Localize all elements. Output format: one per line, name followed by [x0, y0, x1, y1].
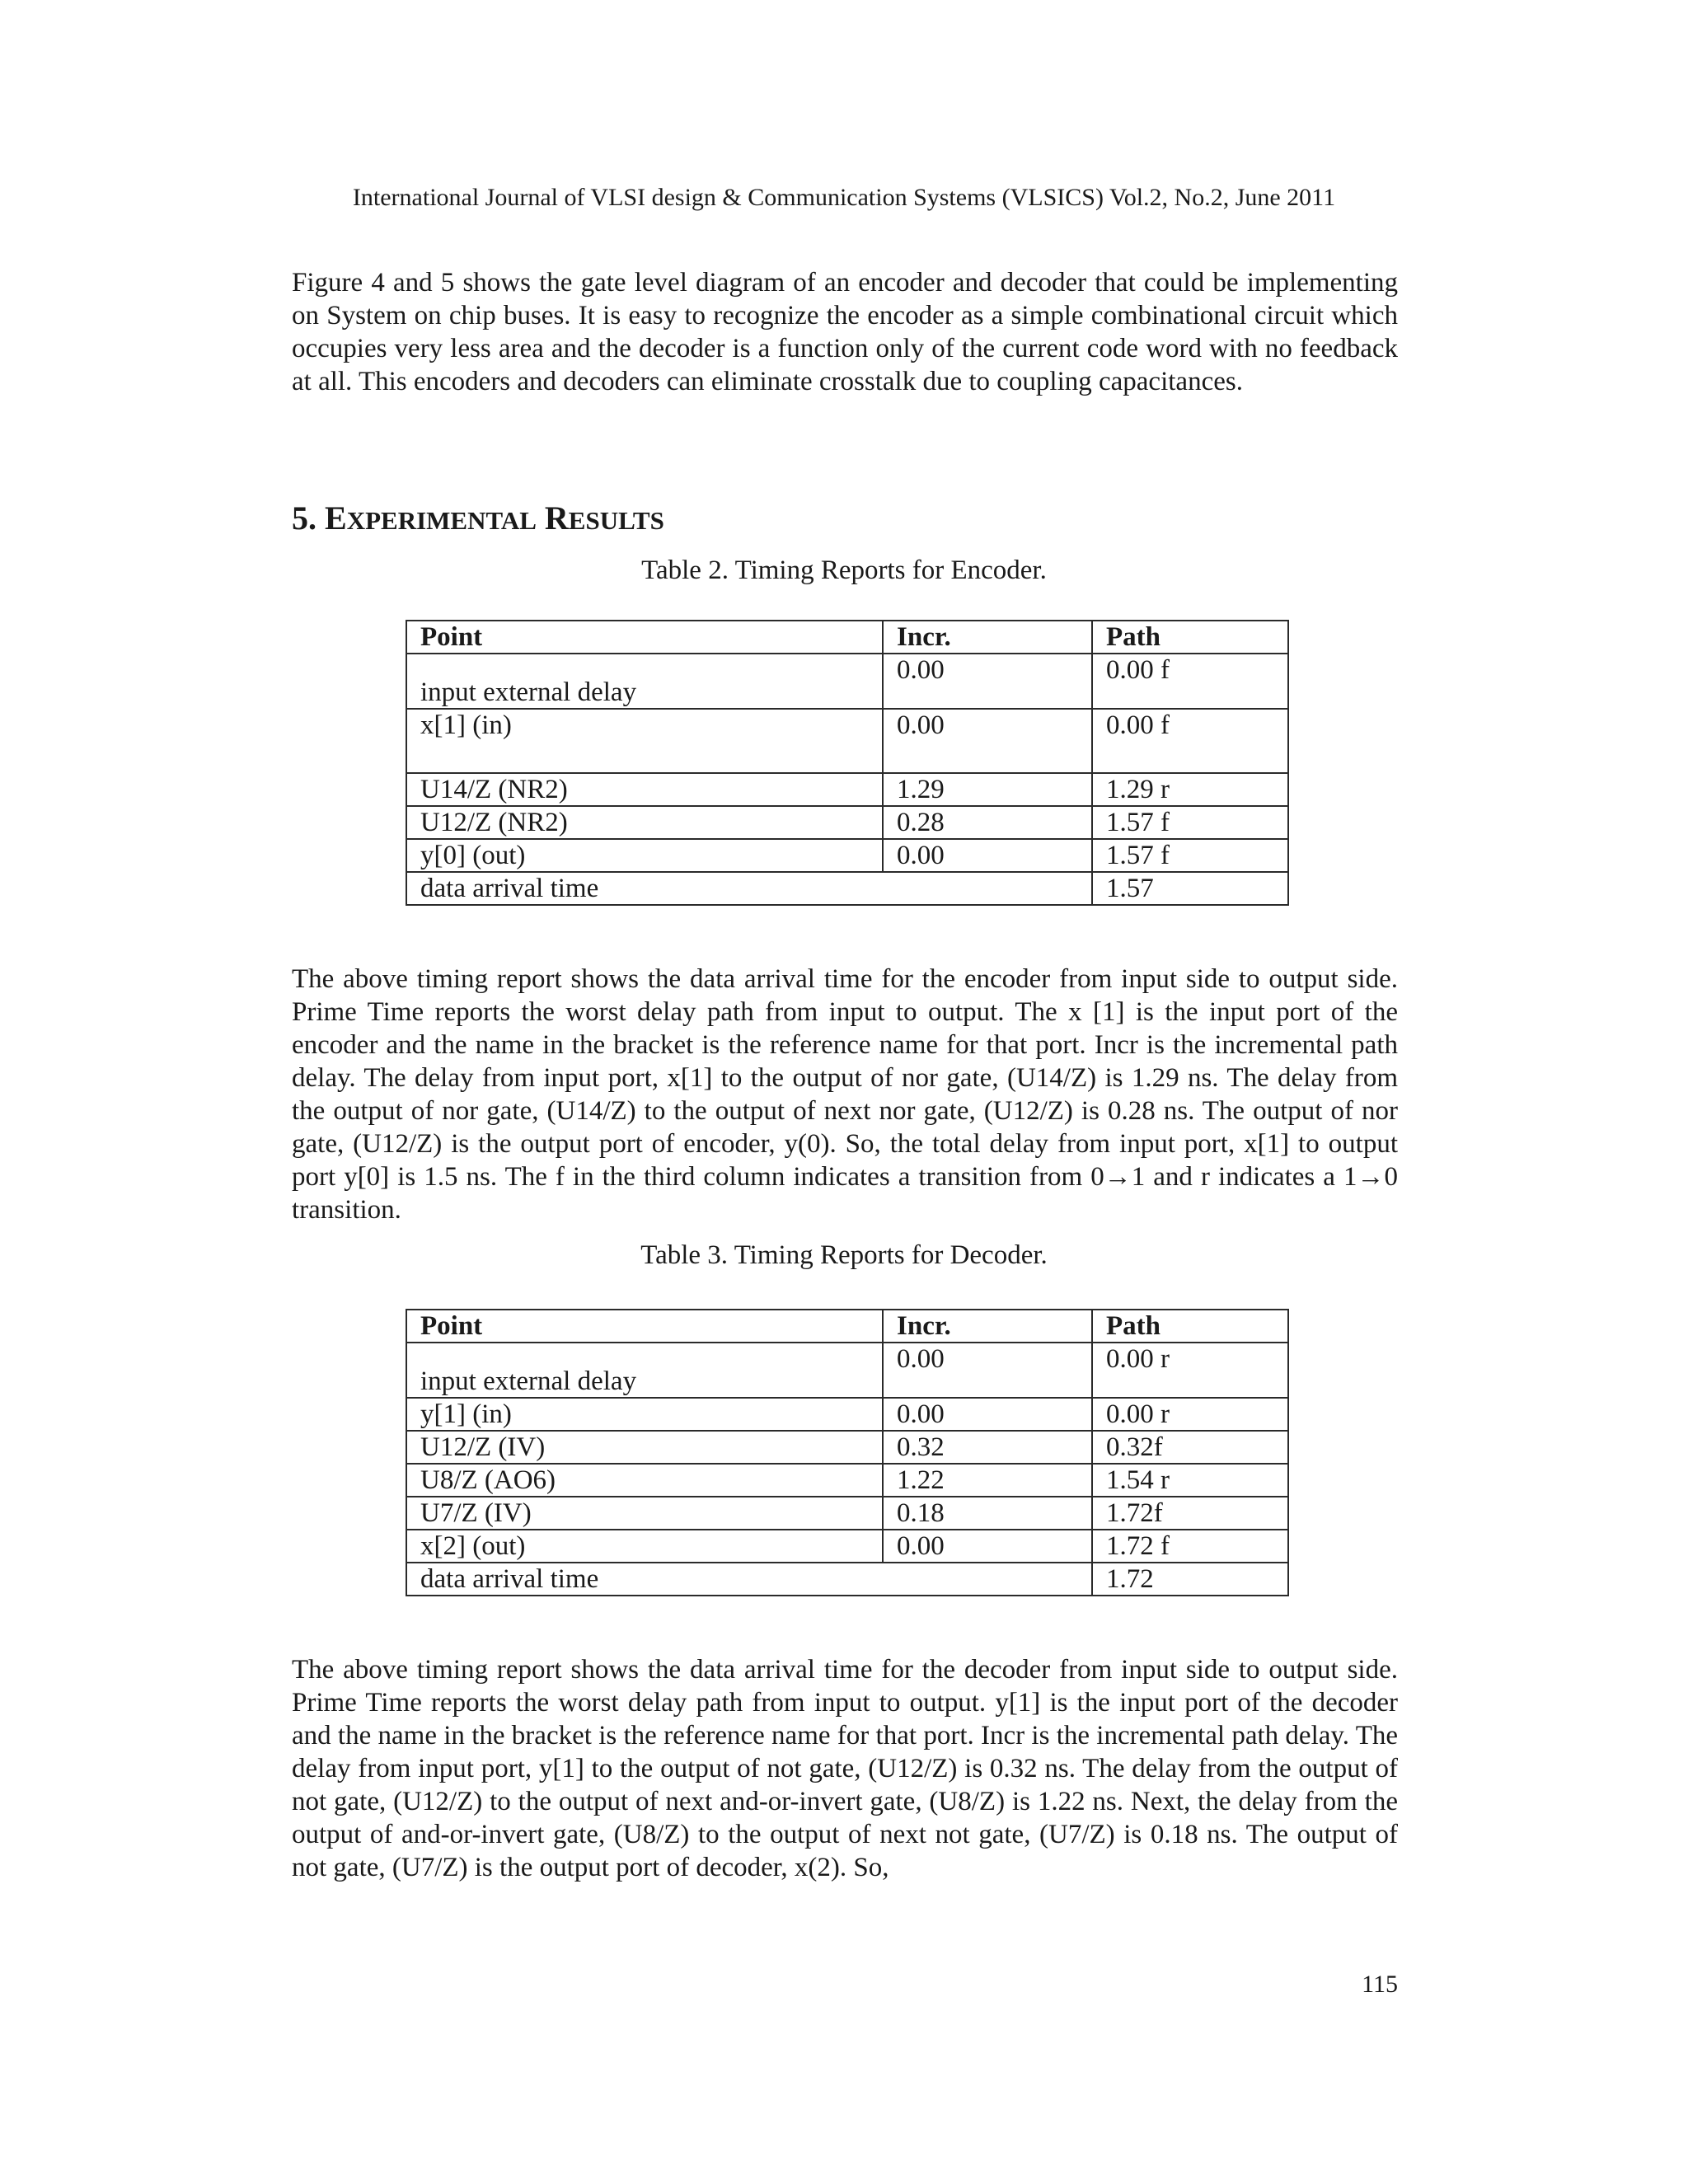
cell-path: 1.54 r [1092, 1464, 1288, 1497]
cell-incr: 0.00 [883, 709, 1092, 773]
cell-path: 0.32f [1092, 1431, 1288, 1464]
cell-path: 0.00 r [1092, 1343, 1288, 1398]
cell-point: U14/Z (NR2) [406, 773, 883, 806]
header-path: Path [1092, 1310, 1288, 1343]
decoder-discussion-paragraph: The above timing report shows the data arrival time for the decoder from input side to output side. Prime Time reports the worst delay path from input to output. y[1] is the input port of the decoder and the name in the bracket is the reference name for that port. Incr is the incremental path delay. The delay from input port, y[1] to the output of not gate, (U12/Z) is 0.32 ns. The delay from the output of not gate, (U12/Z) to the output of next and-or-invert gate, (U8/Z) is 1.22 ns. Next, the delay from the output of and-or-invert gate, (U8/Z) to the output of next not gate, (U7/Z) is 0.18 ns. The output of not gate, (U7/Z) is the output port of decoder, x(2). So, [292, 1655, 1398, 1882]
section-title-initial-e: E [325, 499, 347, 537]
table3-caption: Table 3. Timing Reports for Decoder. [640, 1240, 1048, 1270]
header-point: Point [406, 1310, 883, 1343]
table-row [406, 1530, 1288, 1563]
cell-path: 1.72 [1092, 1563, 1288, 1596]
cell-path: 1.57 [1092, 872, 1288, 905]
header-point: Point [406, 621, 883, 654]
running-header: International Journal of VLSI design & Communication Systems (VLSICS) Vol.2, No.2, June 2011 [352, 184, 1336, 211]
table-row [406, 1431, 1288, 1464]
table-row [406, 839, 1288, 872]
table-row [406, 773, 1288, 806]
cell-path: 1.72 f [1092, 1530, 1288, 1563]
encoder-discussion-paragraph: The above timing report shows the data arrival time for the encoder from input side to output side. Prime Time reports the worst delay path from input to output. The x [1] is the input port of the encoder and the name in the bracket is the reference name for that port. Incr is the incremental path delay. The delay from input port, x[1] to the output of nor gate, (U14/Z) is 1.29 ns. The delay from the output of nor gate, (U14/Z) to the output of next nor gate, (U12/Z) is 0.28 ns. The output of nor gate, (U12/Z) is the output port of encoder, y(0). So, the total delay from input port, x[1] to output port y[0] is 1.5 ns. The f in the third column indicates a transition from 0→1 and r indicates a 1→0 transition. [292, 964, 1398, 1225]
cell-point: U7/Z (IV) [406, 1497, 883, 1530]
cell-incr: 1.29 [883, 773, 1092, 806]
encoder-timing-table [406, 620, 1289, 906]
cell-incr: 0.18 [883, 1497, 1092, 1530]
table2-caption: Table 2. Timing Reports for Encoder. [641, 555, 1047, 585]
cell-path: 1.57 f [1092, 839, 1288, 872]
cell-point: U8/Z (AO6) [406, 1464, 883, 1497]
cell-incr: 0.00 [883, 839, 1092, 872]
section-heading [292, 499, 664, 541]
section-number: 5. [292, 499, 316, 537]
cell-point: input external delay [406, 654, 883, 709]
table-row [406, 1343, 1288, 1398]
cell-incr: 0.00 [883, 654, 1092, 709]
cell-path: 0.00 r [1092, 1398, 1288, 1431]
intro-paragraph: Figure 4 and 5 shows the gate level diagram of an encoder and decoder that could be implementing on System on chip buses. It is easy to recognize the encoder as a simple combinational circuit which occupies very less area and the decoder is a function only of the current code word with no feedback at all. This encoders and decoders can eliminate crosstalk due to coupling capacitances. [292, 268, 1398, 396]
table-header-row [406, 1310, 1288, 1343]
cell-point: x[1] (in) [406, 709, 883, 773]
decoder-timing-table [406, 1309, 1289, 1596]
cell-point: U12/Z (NR2) [406, 806, 883, 839]
page-number: 115 [1362, 1971, 1398, 1998]
cell-path: 0.00 f [1092, 709, 1288, 773]
cell-incr: 0.00 [883, 1398, 1092, 1431]
header-incr: Incr. [883, 1310, 1092, 1343]
cell-point: x[2] (out) [406, 1530, 883, 1563]
cell-point: input external delay [406, 1343, 883, 1398]
section-title-rest-2: ESULTS [568, 506, 664, 535]
cell-point: y[0] (out) [406, 839, 883, 872]
table-row [406, 654, 1288, 709]
cell-path: 1.29 r [1092, 773, 1288, 806]
table-row [406, 1464, 1288, 1497]
table-row [406, 709, 1288, 773]
table-row [406, 1497, 1288, 1530]
cell-incr: 0.28 [883, 806, 1092, 839]
cell-point: y[1] (in) [406, 1398, 883, 1431]
table-total-row [406, 1563, 1288, 1596]
cell-path: 0.00 f [1092, 654, 1288, 709]
table-total-row [406, 872, 1288, 905]
cell-point: data arrival time [406, 872, 1092, 905]
cell-point: data arrival time [406, 1563, 1092, 1596]
table-row [406, 806, 1288, 839]
cell-path: 1.72f [1092, 1497, 1288, 1530]
table-header-row [406, 621, 1288, 654]
cell-point: U12/Z (IV) [406, 1431, 883, 1464]
cell-incr: 1.22 [883, 1464, 1092, 1497]
section-title-rest-1: XPERIMENTAL [346, 506, 537, 535]
cell-incr: 0.00 [883, 1343, 1092, 1398]
cell-incr: 0.00 [883, 1530, 1092, 1563]
section-title-initial-r: R [544, 499, 569, 537]
cell-path: 1.57 f [1092, 806, 1288, 839]
cell-incr: 0.32 [883, 1431, 1092, 1464]
table-row [406, 1398, 1288, 1431]
header-path: Path [1092, 621, 1288, 654]
header-incr: Incr. [883, 621, 1092, 654]
